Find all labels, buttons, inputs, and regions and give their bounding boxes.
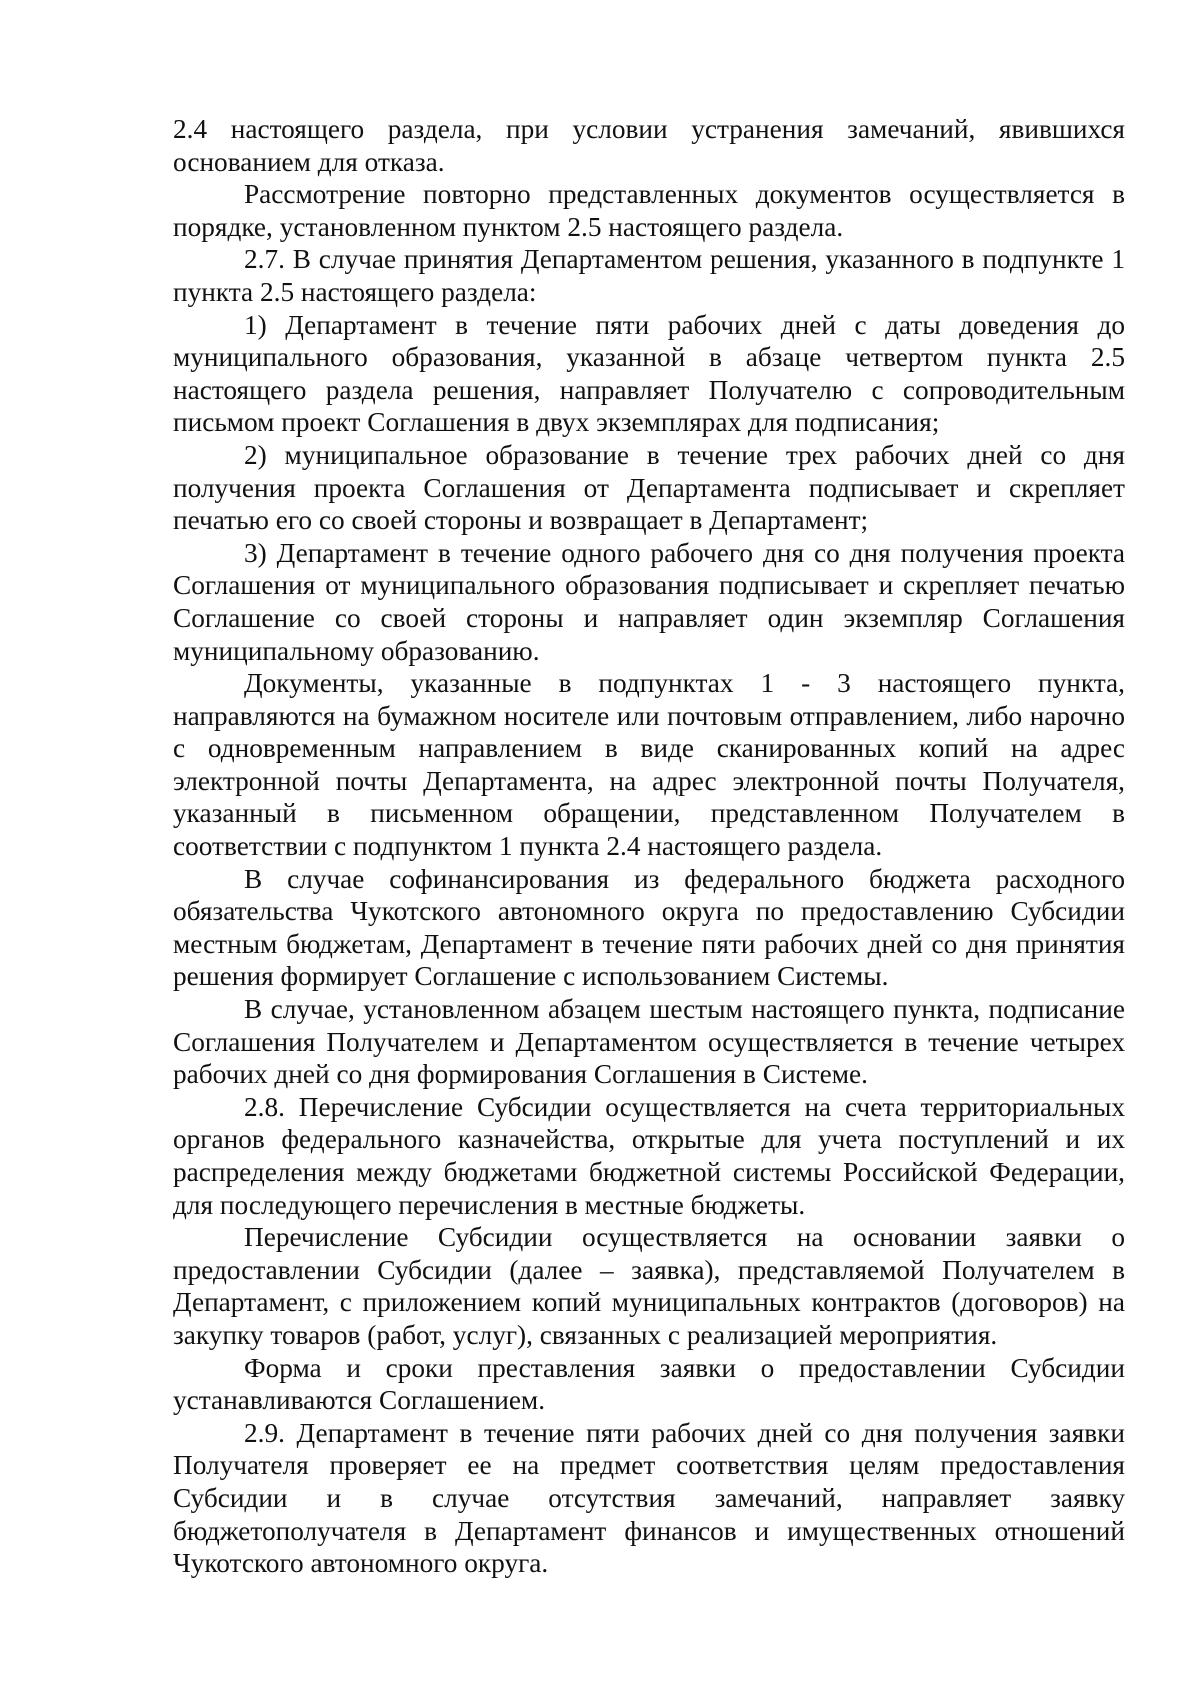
paragraph-application-form: Форма и сроки преставления заявки о предоставлении Субсидии устанавливаются Соглашением. bbox=[173, 1352, 1125, 1416]
paragraph-signing-in-system: В случае, установленном абзацем шестым настоящего пункта, подписание Соглашения Получателем и Департаментом осуществляется в течение четырех рабочих дней со дня формирования Соглашения в Системе. bbox=[173, 994, 1125, 1090]
paragraph-2-7-item-3: 3) Департамент в течение одного рабочего дня со дня получения проекта Соглашения от муниципального образования подписывает и скрепляет печатью Соглашение со своей стороны и направляет один экземпляр Соглашения муниципальному образованию. bbox=[173, 537, 1125, 666]
document-page bbox=[173, 113, 1125, 1580]
paragraph-2-8: 2.8. Перечисление Субсидии осуществляется на счета территориальных органов федерального казначейства, открытые для учета поступлений и их распределения между бюджетами бюджетной системы Российской Федерации, для последующего перечисления в местные бюджеты. bbox=[173, 1091, 1125, 1220]
paragraph-2-7: 2.7. В случае принятия Департаментом решения, указанного в подпункте 1 пункта 2.5 настоящего раздела: bbox=[173, 244, 1125, 307]
paragraph-2-7-item-1: 1) Департамент в течение пяти рабочих дней с даты доведения до муниципального образования, указанной в абзаце четвертом пункта 2.5 настоящего раздела решения, направляет Получателю с сопроводительным письмом проект Соглашения в двух экземплярах для подписания; bbox=[173, 309, 1125, 438]
paragraph-2-9: 2.9. Департамент в течение пяти рабочих дней со дня получения заявки Получателя проверяет ее на предмет соответствия целям предоставления Субсидии и в случае отсутствия замечаний, направляет заявку бюджетополучателя в Департамент финансов и имущественных отношений Чукотского автономного округа. bbox=[173, 1417, 1125, 1579]
paragraph-cofinancing: В случае софинансирования из федерального бюджета расходного обязательства Чукотского автономного округа по предоставлению Субсидии местным бюджетам, Департамент в течение пяти рабочих дней со дня принятия решения формирует Соглашение с использованием Системы. bbox=[173, 863, 1125, 992]
paragraph-documents-delivery: Документы, указанные в подпунктах 1 - 3 настоящего пункта, направляются на бумажном носителе или почтовым отправлением, либо нарочно с одновременным направлением в виде сканированных копий на адрес электронной почты Департамента, на адрес электронной почты Получателя, указанный в письменном обращении, представленном Получателем в соответствии с подпунктом 1 пункта 2.4 настоящего раздела. bbox=[173, 668, 1125, 862]
paragraph-resubmission: Рассмотрение повторно представленных документов осуществляется в порядке, установленном пунктом 2.5 настоящего раздела. bbox=[173, 179, 1125, 242]
paragraph-transfer-basis: Перечисление Субсидии осуществляется на основании заявки о предоставлении Субсидии (далее – заявка), представляемой Получателем в Департамент, с приложением копий муниципальных контрактов (договоров) на закупку товаров (работ, услуг), связанных с реализацией мероприятия. bbox=[173, 1222, 1125, 1350]
paragraph-continuation: 2.4 настоящего раздела, при условии устранения замечаний, явившихся основанием для отказа. bbox=[173, 114, 1125, 177]
paragraph-2-7-item-2: 2) муниципальное образование в течение трех рабочих дней со дня получения проекта Соглашения от Департамента подписывает и скрепляет печатью его со своей стороны и возвращает в Департамент; bbox=[173, 439, 1125, 536]
